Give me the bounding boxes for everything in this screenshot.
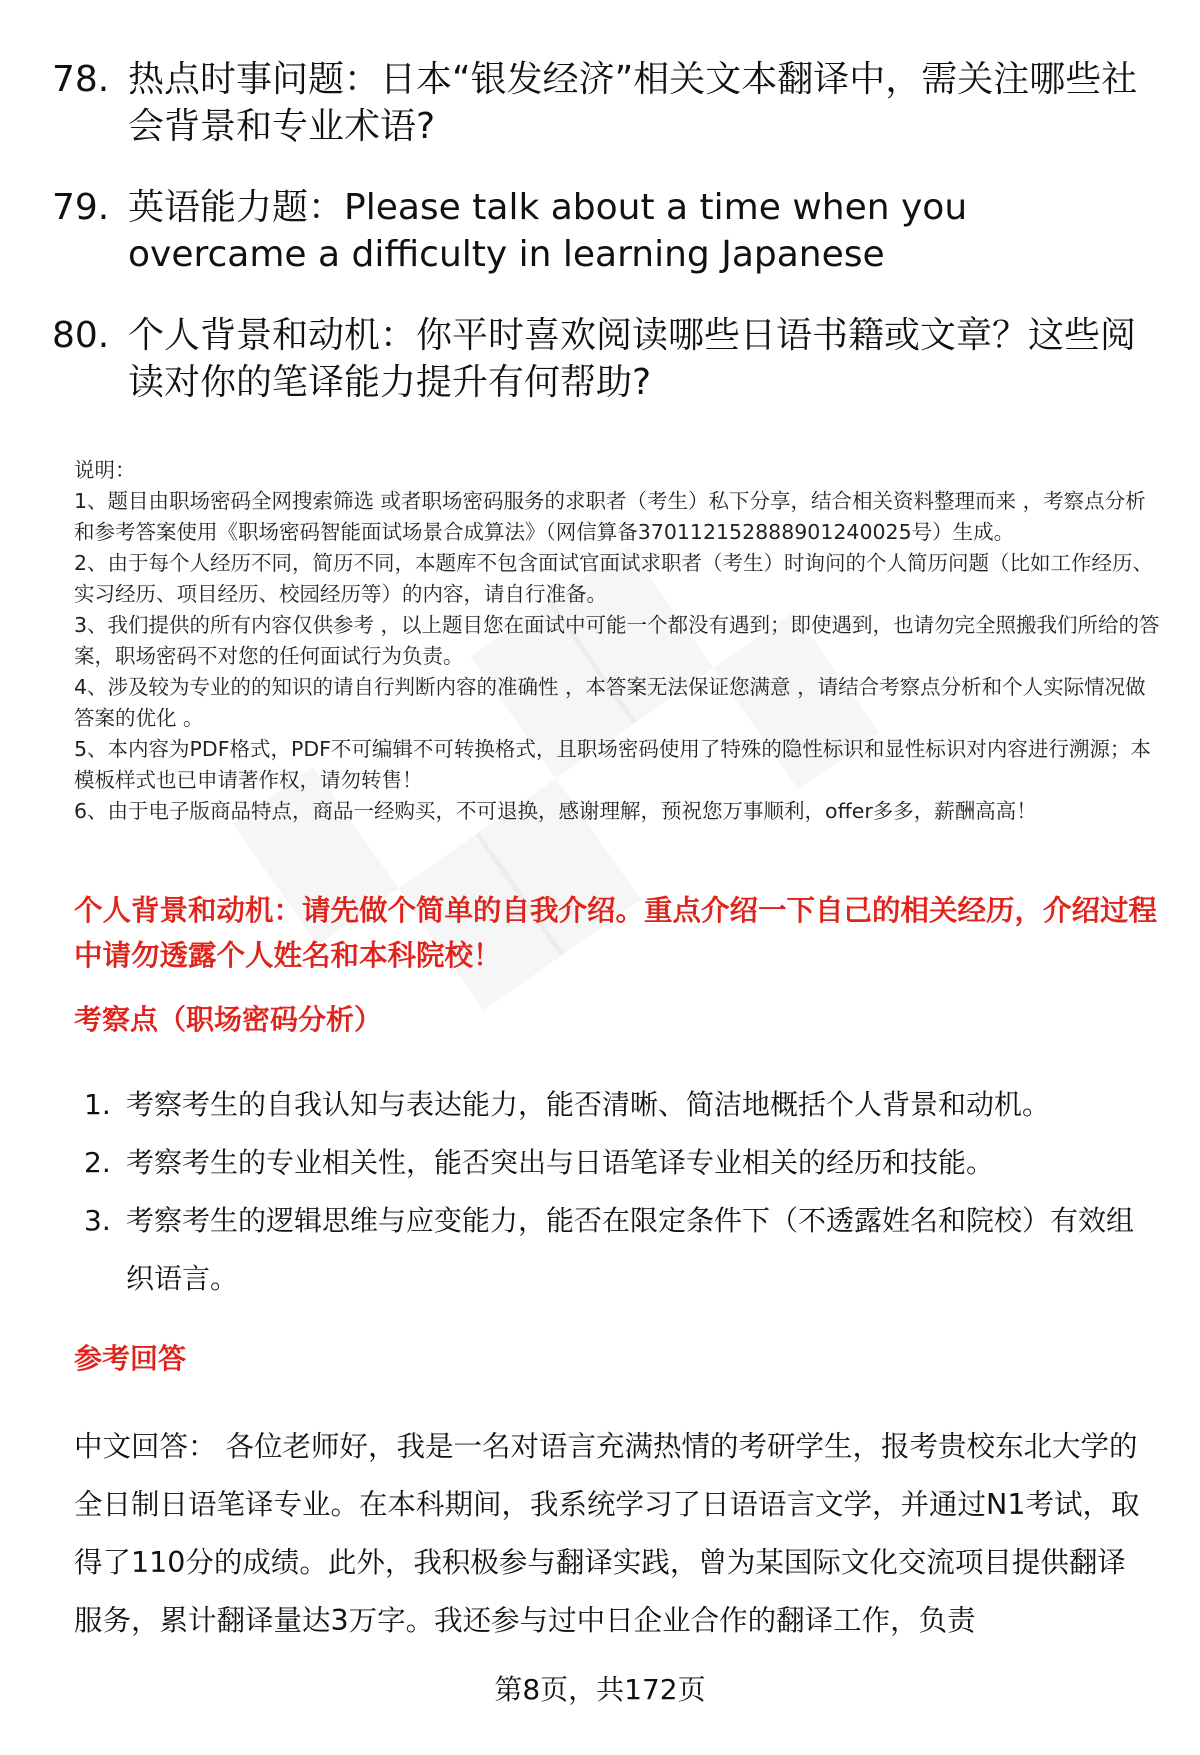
list-item [52,56,1152,150]
note-item: 3、我们提供的所有内容仅供参考 ，以上题目您在面试中可能一个都没有遇到；即使遇到，也请勿完全照搬我们所给的答案，职场密码不对您的任何面试行为负责。 [74,613,1160,668]
main-question-heading: 个人背景和动机：请先做个简单的自我介绍。重点介绍一下自己的相关经历，介绍过程中请勿透露个人姓名和本科院校！ [74,894,1158,972]
point-number: 2. [84,1146,111,1179]
question-number: 80. [52,315,110,356]
point-text: 考察考生的自我认知与表达能力，能否清晰、简洁地概括个人背景和动机。 [126,1088,1051,1121]
notes-title: 说明： [74,458,136,482]
list-item [52,184,1152,278]
note-item: 5、本内容为PDF格式，PDF不可编辑不可转换格式，且职场密码使用了特殊的隐性标识和显性标识对内容进行溯源；本模板样式也已申请著作权，请勿转售！ [74,737,1151,792]
list-item [84,1076,1144,1134]
question-text: 热点时事问题：日本“银发经济”相关文本翻译中，需关注哪些社会背景和专业术语? [128,59,1138,147]
note-item: 1、题目由职场密码全网搜索筛选 或者职场密码服务的求职者（考生）私下分享，结合相关资料整理而来 ，考察点分析和参考答案使用《职场密码智能面试场景合成算法》（网信算备370112152888901240025号）生成。 [74,489,1146,544]
kaochadian-list [84,1076,1144,1308]
list-item [84,1134,1144,1192]
list-item [84,1192,1144,1308]
question-number: 79. [52,187,110,228]
notes-section [74,455,1164,827]
note-item: 4、涉及较为专业的的知识的请自行判断内容的准确性 ，本答案无法保证您满意 ，请结合考察点分析和个人实际情况做答案的优化 。 [74,675,1146,730]
note-item: 6、由于电子版商品特点，商品一经购买，不可退换，感谢理解，预祝您万事顺利，offer多多，薪酬高高！ [74,799,1037,823]
question-text: 英语能力题：Please talk about a time when you overcame a difficulty in learning Japanese [128,187,968,275]
point-text: 考察考生的逻辑思维与应变能力，能否在限定条件下（不透露姓名和院校）有效组织语言。 [126,1204,1135,1295]
note-item: 2、由于每个人经历不同，简历不同，本题库不包含面试官面试求职者（考生）时询问的个人简历问题（比如工作经历、实习经历、项目经历、校园经历等）的内容，请自行准备。 [74,551,1154,606]
question-list [52,56,1152,440]
question-text: 个人背景和动机：你平时喜欢阅读哪些日语书籍或文章？这些阅读对你的笔译能力提升有何帮助? [128,315,1137,403]
point-number: 1. [84,1088,111,1121]
kaochadian-heading: 考察点（职场密码分析） [74,1003,383,1036]
point-text: 考察考生的专业相关性，能否突出与日语笔译专业相关的经历和技能。 [126,1146,995,1179]
reference-answer: 中文回答： 各位老师好，我是一名对语言充满热情的考研学生，报考贵校东北大学的全日制日语笔译专业。在本科期间，我系统学习了日语语言文学，并通过N1考试，取得了110分的成绩。此外，我积极参与翻译实践，曾为某国际文化交流项目提供翻译服务，累计翻译量达3万字。我还参与过中日企业合作的翻译工作，负责 [74,1430,1140,1637]
point-number: 3. [84,1204,111,1237]
list-item [52,312,1152,406]
reference-heading: 参考回答 [74,1342,187,1375]
question-number: 78. [52,59,110,100]
page-footer: 第8页，共172页 [494,1673,706,1706]
